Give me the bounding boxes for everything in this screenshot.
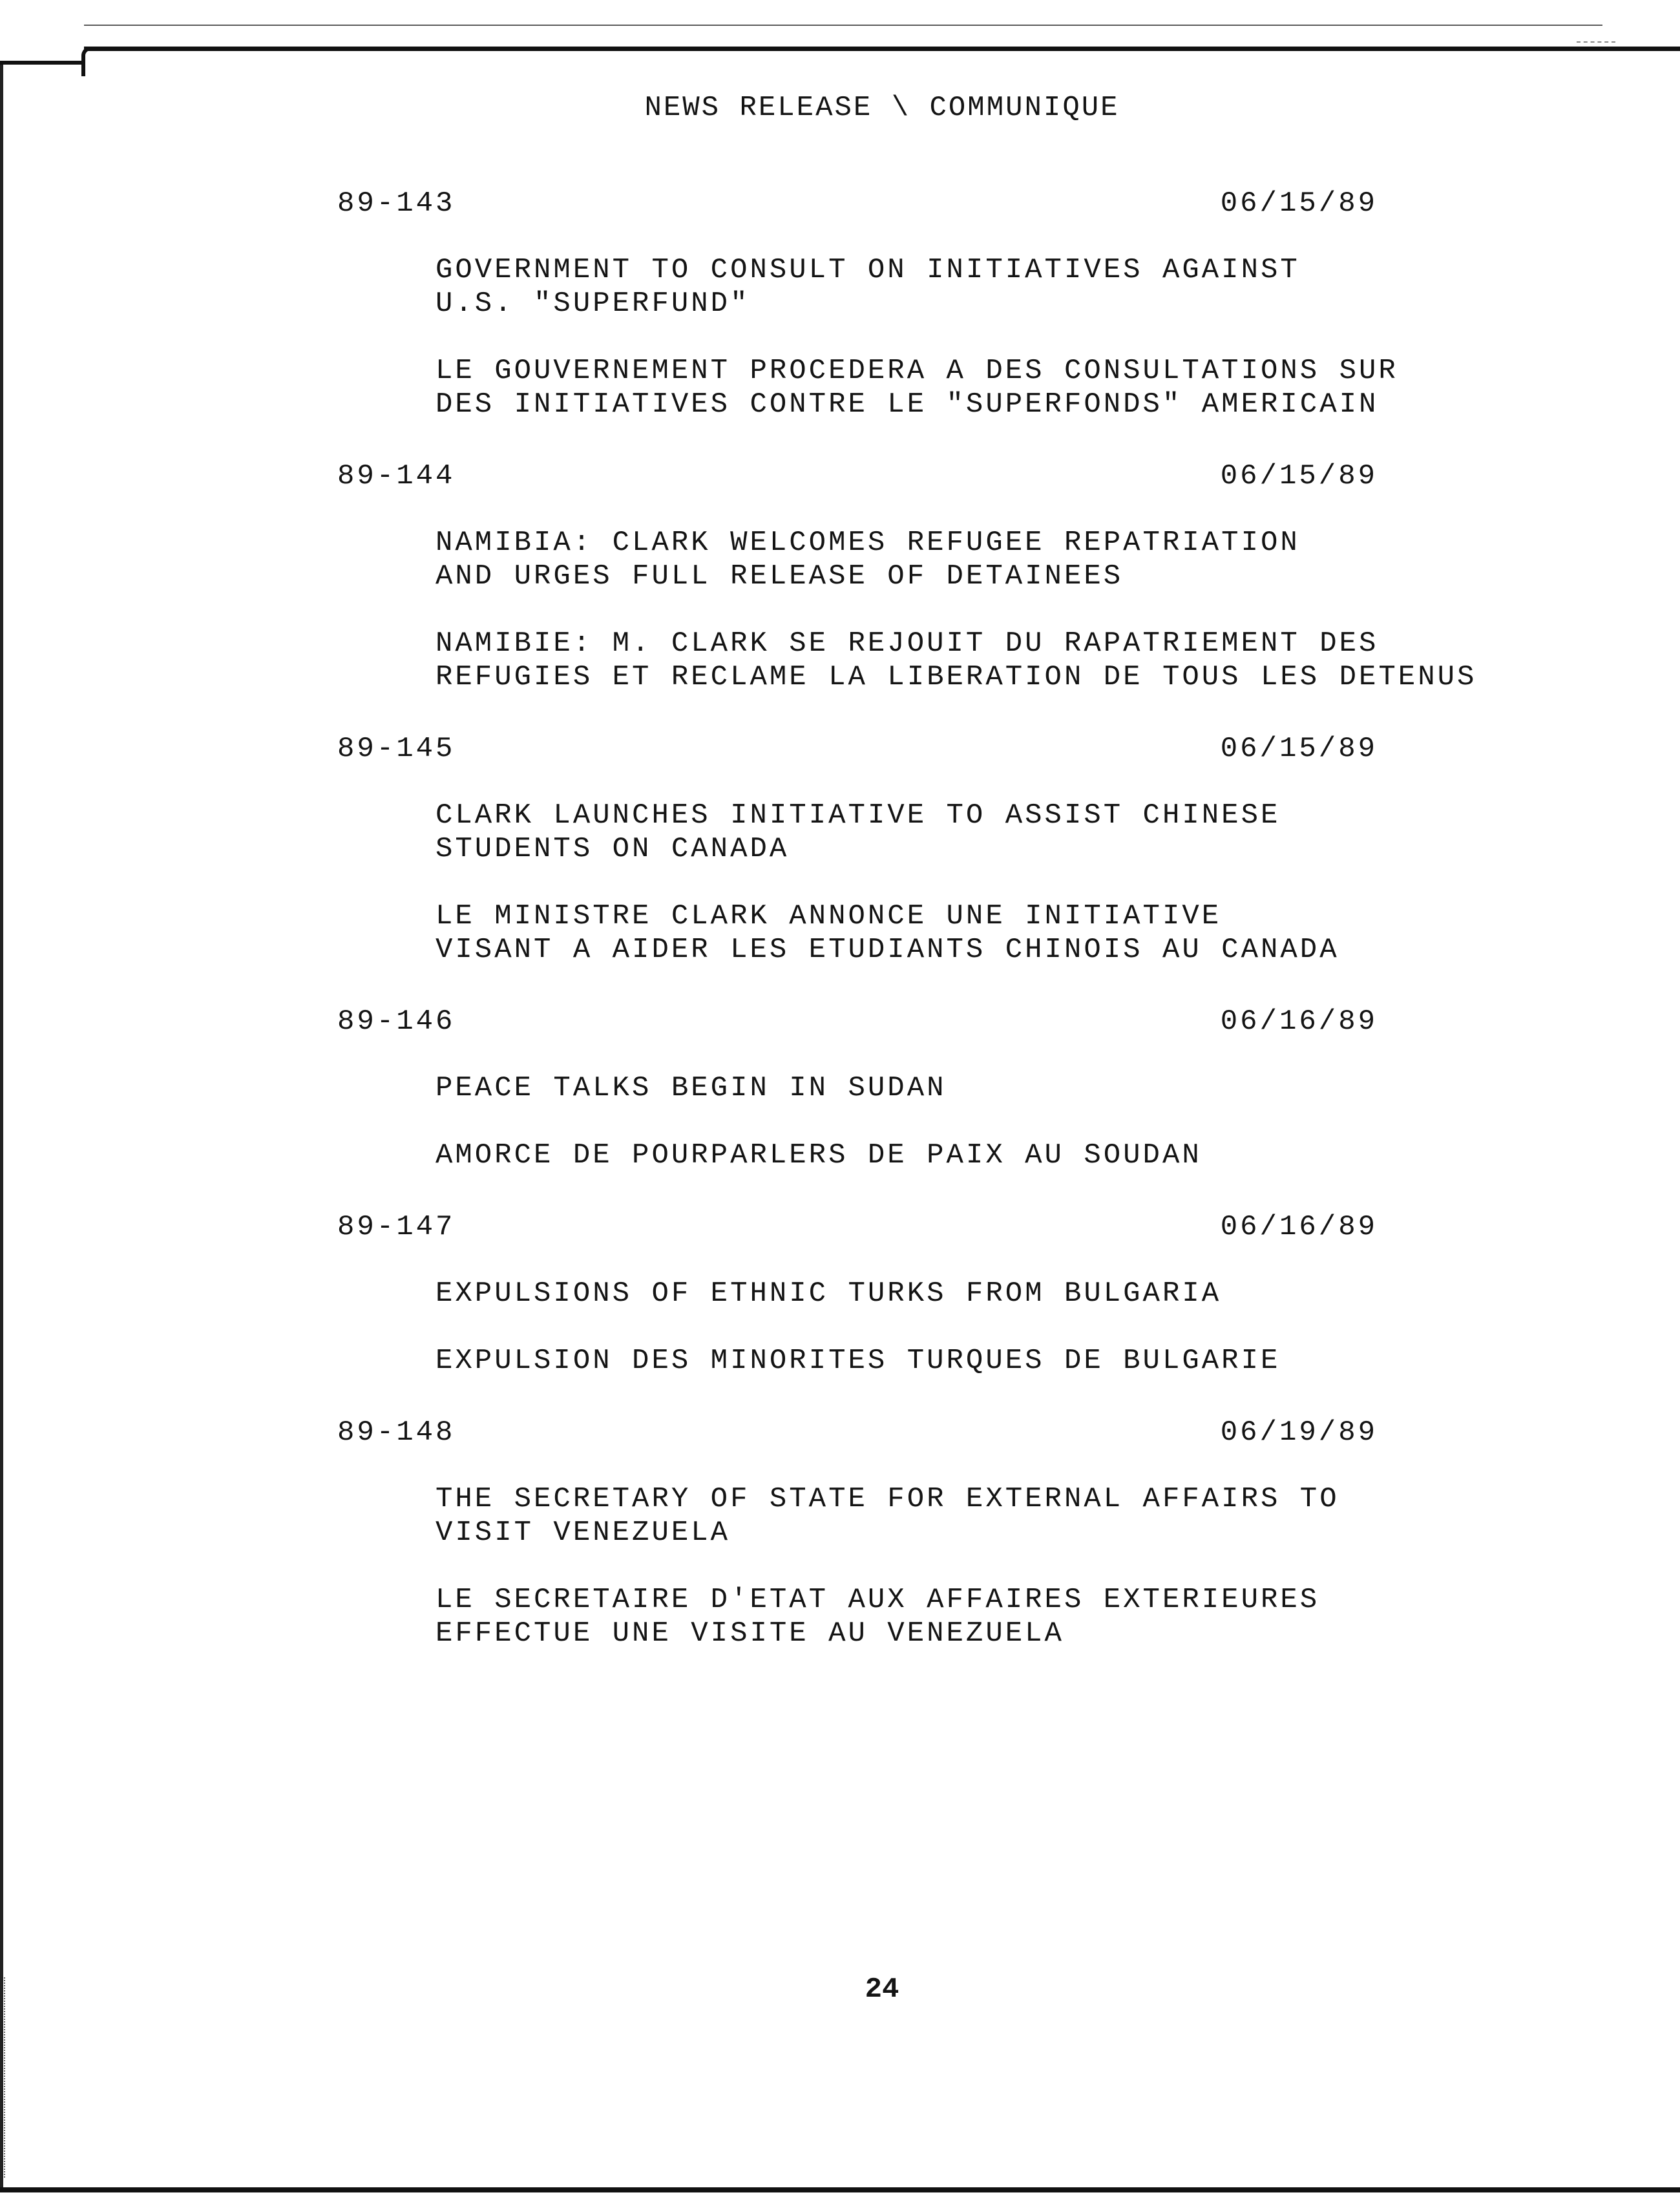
release-number: 89-146 (337, 1005, 456, 1038)
release-header (337, 187, 1378, 220)
release-titles (436, 799, 1565, 967)
release-title-french: NAMIBIE: M. CLARK SE REJOUIT DU RAPATRIEMENT DES REFUGIES ET RECLAME LA LIBERATION DE TOUS LES DETENUS (436, 627, 1477, 693)
release-titles (436, 1482, 1565, 1650)
release-title-french: LE GOUVERNEMENT PROCEDERA A DES CONSULTATIONS SUR DES INITIATIVES CONTRE LE "SUPERFONDS" AMERICAIN (436, 355, 1398, 421)
release-title-english: PEACE TALKS BEGIN IN SUDAN (436, 1072, 947, 1104)
release-item (337, 187, 1565, 421)
release-title-english: GOVERNMENT TO CONSULT ON INITIATIVES AGAINST U.S. "SUPERFUND" (436, 254, 1300, 320)
release-number: 89-143 (337, 187, 456, 220)
bottom-page-edge (0, 2187, 1680, 2192)
release-list (337, 187, 1565, 1689)
release-date: 06/15/89 (1220, 187, 1378, 220)
release-number: 89-144 (337, 460, 456, 492)
release-header (337, 733, 1378, 765)
top-rule-thick (84, 47, 1680, 51)
release-titles (436, 253, 1565, 421)
release-title-french: AMORCE DE POURPARLERS DE PAIX AU SOUDAN (436, 1139, 1202, 1172)
release-date: 06/16/89 (1220, 1005, 1378, 1038)
release-titles (436, 1071, 1565, 1172)
release-item (337, 1416, 1565, 1650)
top-rule-thin (84, 25, 1602, 26)
release-number: 89-148 (337, 1416, 456, 1449)
release-number: 89-147 (337, 1211, 456, 1243)
release-title-english: CLARK LAUNCHES INITIATIVE TO ASSIST CHINESE STUDENTS ON CANADA (436, 799, 1281, 865)
release-item (337, 460, 1565, 694)
release-header (337, 1005, 1378, 1038)
release-date: 06/15/89 (1220, 733, 1378, 765)
release-item (337, 1005, 1565, 1172)
release-date: 06/16/89 (1220, 1211, 1378, 1243)
page-header: NEWS RELEASE \ COMMUNIQUE (644, 92, 1120, 124)
page-number: 24 (865, 1973, 899, 2006)
release-item (337, 1211, 1565, 1378)
release-header (337, 1416, 1378, 1449)
release-item (337, 733, 1565, 967)
top-left-corner (81, 47, 94, 76)
release-titles (436, 1277, 1565, 1378)
release-number: 89-145 (337, 733, 456, 765)
release-date: 06/19/89 (1220, 1416, 1378, 1449)
left-page-edge (0, 65, 3, 2191)
release-title-french: LE MINISTRE CLARK ANNONCE UNE INITIATIVE VISANT A AIDER LES ETUDIANTS CHINOIS AU CANADA (436, 900, 1339, 966)
release-title-english: EXPULSIONS OF ETHNIC TURKS FROM BULGARIA (436, 1277, 1222, 1310)
release-title-french: EXPULSION DES MINORITES TURQUES DE BULGARIE (436, 1345, 1281, 1377)
release-date: 06/15/89 (1220, 460, 1378, 492)
release-titles (436, 526, 1565, 694)
release-title-english: NAMIBIA: CLARK WELCOMES REFUGEE REPATRIATION AND URGES FULL RELEASE OF DETAINEES (436, 527, 1300, 593)
release-header (337, 460, 1378, 492)
release-title-french: LE SECRETAIRE D'ETAT AUX AFFAIRES EXTERIEURES EFFECTUE UNE VISITE AU VENEZUELA (436, 1584, 1320, 1650)
top-left-edge (0, 61, 85, 65)
scan-mark (1577, 28, 1615, 43)
release-title-english: THE SECRETARY OF STATE FOR EXTERNAL AFFAIRS TO VISIT VENEZUELA (436, 1483, 1339, 1549)
release-header (337, 1211, 1378, 1243)
scan-speckle (4, 1977, 8, 2178)
